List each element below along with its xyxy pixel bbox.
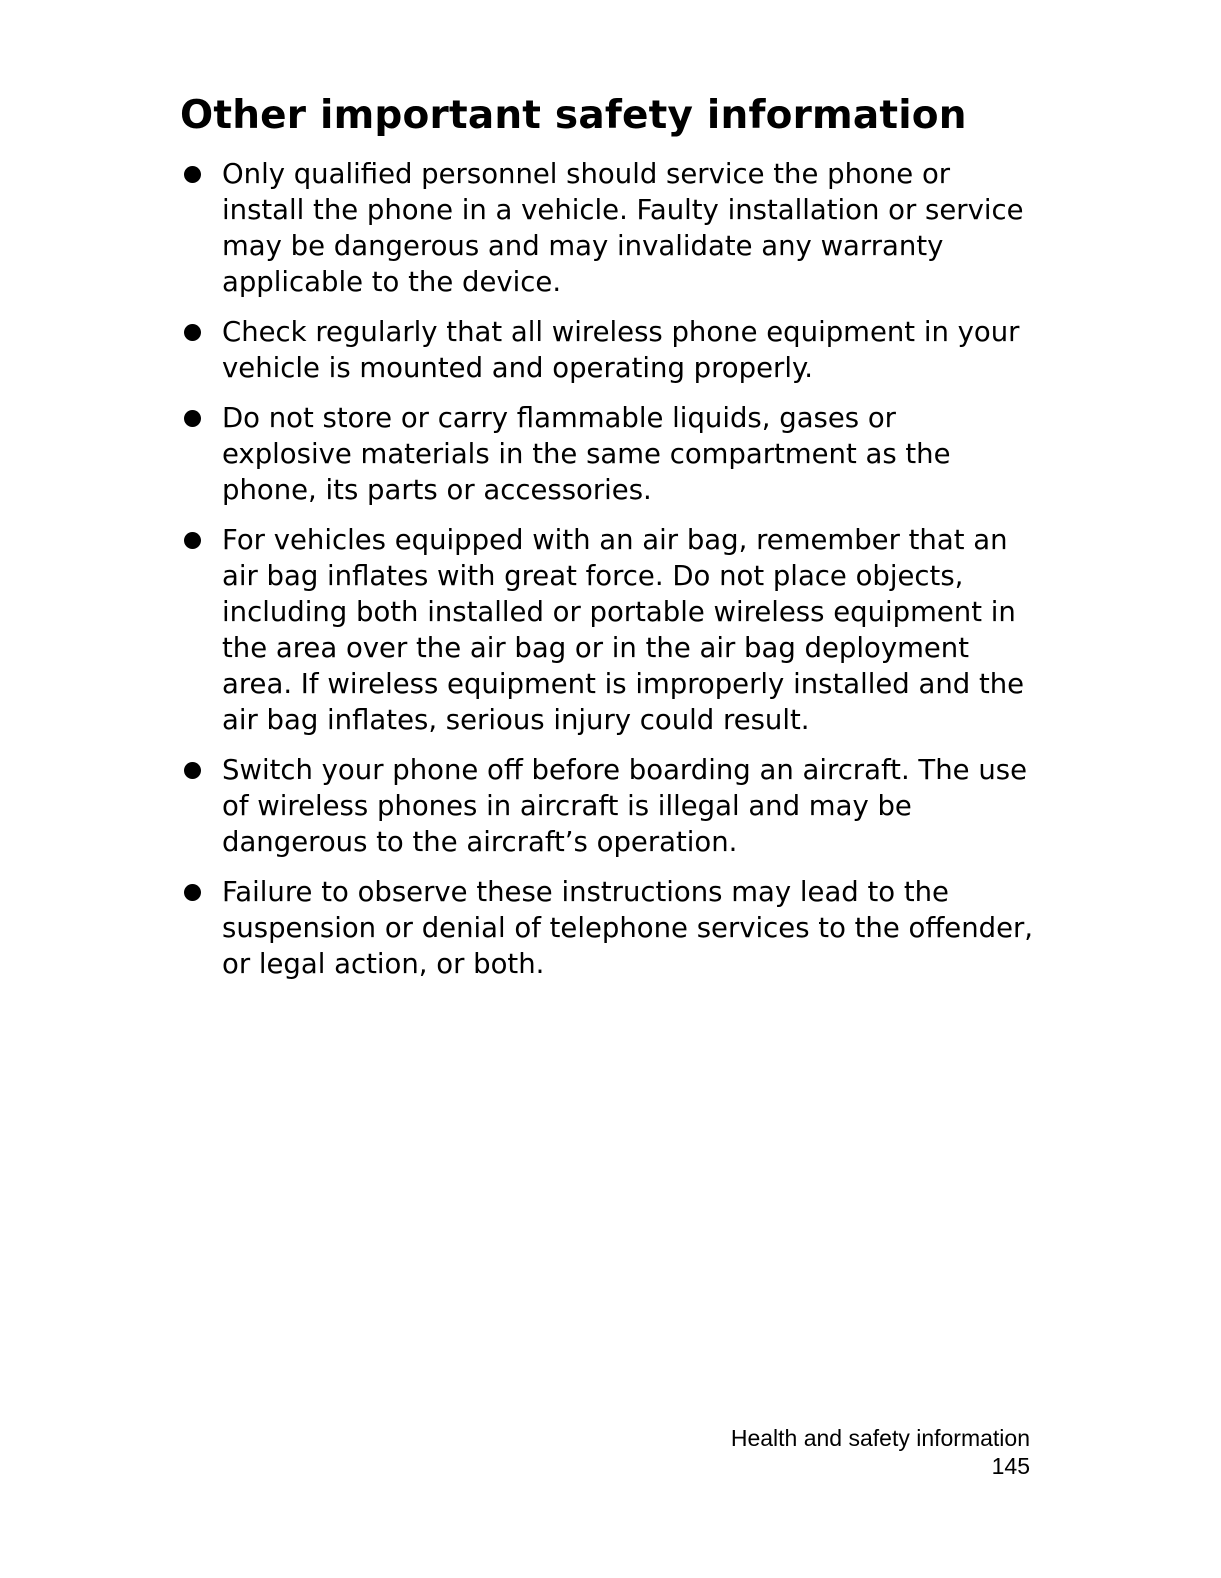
bullet-icon	[184, 884, 201, 901]
list-item	[184, 522, 1034, 738]
list-item	[184, 314, 1034, 386]
list-item	[184, 752, 1034, 860]
list-item-text: Check regularly that all wireless phone equipment in your vehicle is mounted and operating properly.	[222, 316, 1020, 384]
bullet-icon	[184, 410, 201, 427]
bullet-icon	[184, 532, 201, 549]
list-item-text: Do not store or carry flammable liquids, gases or explosive materials in the same compartment as the phone, its parts or accessories.	[222, 402, 951, 506]
page-number: 145	[991, 1453, 1030, 1479]
list-item-text: Switch your phone off before boarding an aircraft. The use of wireless phones in aircraft is illegal and may be dangerous to the aircraft’s operation.	[222, 754, 1027, 858]
list-item-text: Failure to observe these instructions may lead to the suspension or denial of telephone services to the offender, or legal action, or both.	[222, 876, 1034, 980]
list-item-text: For vehicles equipped with an air bag, remember that an air bag inflates with great force. Do not place objects, including both installed or portable wireless equipment in the area over the air bag or in the air bag deployment area. If wireless equipment is improperly installed and the air bag inflates, serious injury could result.	[222, 524, 1025, 736]
bullet-icon	[184, 166, 201, 183]
list-item	[184, 874, 1034, 982]
list-item	[184, 400, 1034, 508]
page-title: Other important safety information	[180, 93, 967, 138]
list-item	[184, 156, 1034, 300]
page-footer	[731, 1424, 1030, 1480]
bullet-icon	[184, 324, 201, 341]
bullet-icon	[184, 762, 201, 779]
list-item-text: Only qualified personnel should service the phone or install the phone in a vehicle. Faulty installation or service may be dangerous and may invalidate any warranty applicable to the device.	[222, 158, 1024, 298]
safety-bullet-list	[184, 156, 1034, 996]
footer-section-title: Health and safety information	[730, 1425, 1030, 1451]
